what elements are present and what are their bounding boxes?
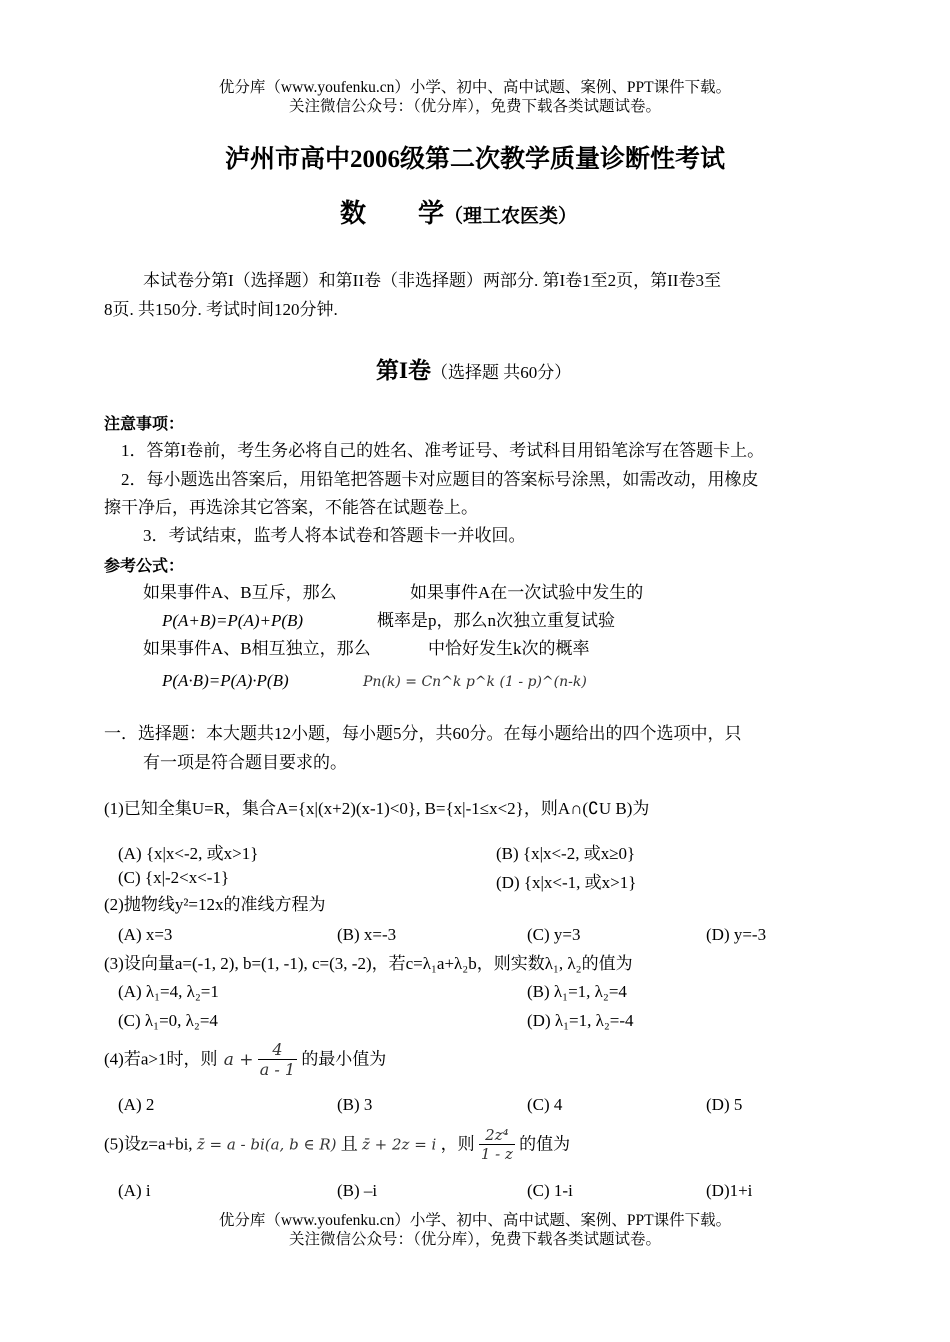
q3-stem: (3)设向量a=(-1, 2), b=(1, -1), c=(3, -2)，若c=λ₁a+λ₂b，则实数λ₁, λ₂的值为 xyxy=(104,954,633,973)
q4-option-c: (C) 4 xyxy=(527,1095,563,1114)
q5-cond2: z̄ + 2z = i xyxy=(362,1135,437,1154)
q3-option-c: (C) λ₁=0, λ₂=4 xyxy=(118,1011,218,1030)
q1-option-b: (B) {x|x<-2, 或x≥0} xyxy=(496,844,636,863)
intro-line-2: 8页. 共150分. 考试时间120分钟. xyxy=(104,300,338,319)
formula-right-1: 如果事件A在一次试验中发生的 xyxy=(410,583,644,602)
q2-option-d: (D) y=-3 xyxy=(706,925,767,944)
notices-heading: 注意事项： xyxy=(104,414,185,433)
q4-option-b: (B) 3 xyxy=(337,1095,373,1114)
formula-left-2: P(A+B)=P(A)+P(B) xyxy=(162,611,304,630)
q4-expr: a + xyxy=(223,1049,254,1070)
q4-option-a: (A) 2 xyxy=(118,1095,155,1114)
q2-stem: (2)抛物线y²=12x的准线方程为 xyxy=(104,895,326,914)
q5-option-c: (C) 1-i xyxy=(527,1181,573,1200)
q3-option-b: (B) λ₁=1, λ₂=4 xyxy=(527,982,627,1001)
q2-option-b: (B) x=-3 xyxy=(337,925,397,944)
notice-item-3: 3．考试结束，监考人将本试卷和答题卡一并收回。 xyxy=(143,526,526,545)
q1-option-d: (D) {x|x<-1, 或x>1} xyxy=(496,873,637,892)
section1-title: 第I卷 xyxy=(376,358,431,383)
q5-option-b: (B) –i xyxy=(337,1181,378,1200)
q5-option-a: (A) i xyxy=(118,1181,151,1200)
formula-left-1: 如果事件A、B互斥，那么 xyxy=(143,583,337,602)
q5-frac-num: 2z⁴ xyxy=(479,1126,515,1145)
footer-line-2: 关注微信公众号：（优分库），免费下载各类试题试卷。 xyxy=(288,1231,661,1248)
q5-prefix: (5)设z=a+bi, xyxy=(104,1134,193,1154)
formulas-heading: 参考公式： xyxy=(104,556,185,575)
subject-name: 数 学 xyxy=(340,199,445,228)
binomial-formula xyxy=(363,674,587,691)
subject-heading xyxy=(340,193,577,230)
q4-option-d: (D) 5 xyxy=(706,1095,743,1114)
intro-line-1: 本试卷分第I（选择题）和第II卷（非选择题）两部分. 第I卷1至2页，第II卷3至 xyxy=(143,271,721,290)
section1-heading xyxy=(376,352,571,385)
q4-suffix: 的最小值为 xyxy=(301,1049,387,1069)
q5-then: ，则 xyxy=(440,1134,475,1154)
notice-item-2a: 2．每小题选出答案后，用铅笔把答题卡对应题目的答案标号涂黑，如需改动，用橡皮 xyxy=(121,470,759,489)
formula-right-3: 中恰好发生k次的概率 xyxy=(428,639,590,658)
q5-stem xyxy=(104,1126,570,1163)
q5-fraction xyxy=(479,1126,515,1163)
q4-frac-num: 4 xyxy=(258,1040,297,1060)
notice-item-1: 1．答第I卷前，考生务必将自己的姓名、准考证号、考试科目用铅笔涂写在答题卡上。 xyxy=(121,441,765,460)
q1-stem: (1)已知全集U=R，集合A={x|(x+2)(x-1)<0}, B={x|-1≤x<2}，则A∩(∁U B)为 xyxy=(104,799,650,818)
q3-option-d: (D) λ₁=1, λ₂=-4 xyxy=(527,1011,634,1030)
q5-option-d: (D)1+i xyxy=(706,1181,753,1200)
q4-frac-den: a - 1 xyxy=(259,1060,296,1079)
binomial-formula-text: Pn(k) = Cn^k p^k (1 - p)^(n-k) xyxy=(363,674,587,690)
q5-frac-den: 1 - z xyxy=(480,1145,513,1163)
subject-type: （理工农医类） xyxy=(444,206,578,227)
q3-option-a: (A) λ₁=4, λ₂=1 xyxy=(118,982,219,1001)
q4-stem xyxy=(104,1040,386,1079)
q1-option-a: (A) {x|x<-2, 或x>1} xyxy=(118,844,259,863)
part1-line-2: 有一项是符合题目要求的。 xyxy=(143,753,347,772)
notice-item-2b: 擦干净后，再选涂其它答案，不能答在试题卷上。 xyxy=(104,498,478,517)
q2-option-a: (A) x=3 xyxy=(118,925,173,944)
q2-option-c: (C) y=3 xyxy=(527,925,581,944)
q5-cond1: z̄ = a - bi(a, b ∈ R) xyxy=(196,1135,337,1154)
q4-prefix: (4)若a>1时，则 xyxy=(104,1049,218,1069)
footer-line-1: 优分库（www.youfenku.cn）小学、初中、高中试题、案例、PPT课件下载。 xyxy=(218,1212,732,1229)
section1-note: （选择题 共60分） xyxy=(430,363,572,382)
header-line-1: 优分库（www.youfenku.cn）小学、初中、高中试题、案例、PPT课件下载。 xyxy=(218,79,732,96)
formula-left-4: P(A·B)=P(A)·P(B) xyxy=(162,671,289,690)
header-line-2: 关注微信公众号：（优分库），免费下载各类试题试卷。 xyxy=(288,98,661,115)
formula-left-3: 如果事件A、B相互独立，那么 xyxy=(143,639,371,658)
q4-fraction xyxy=(258,1040,297,1079)
part1-line-1: 一．选择题：本大题共12小题，每小题5分，共60分。在每小题给出的四个选项中，只 xyxy=(104,724,742,743)
q1-option-c: (C) {x|-2<x<-1} xyxy=(118,868,230,887)
exam-title: 泸州市高中2006级第二次教学质量诊断性考试 xyxy=(224,146,725,173)
formula-right-2: 概率是p，那么n次独立重复试验 xyxy=(377,611,615,630)
q5-suffix: 的值为 xyxy=(519,1134,571,1154)
q5-mid: 且 xyxy=(340,1134,358,1154)
